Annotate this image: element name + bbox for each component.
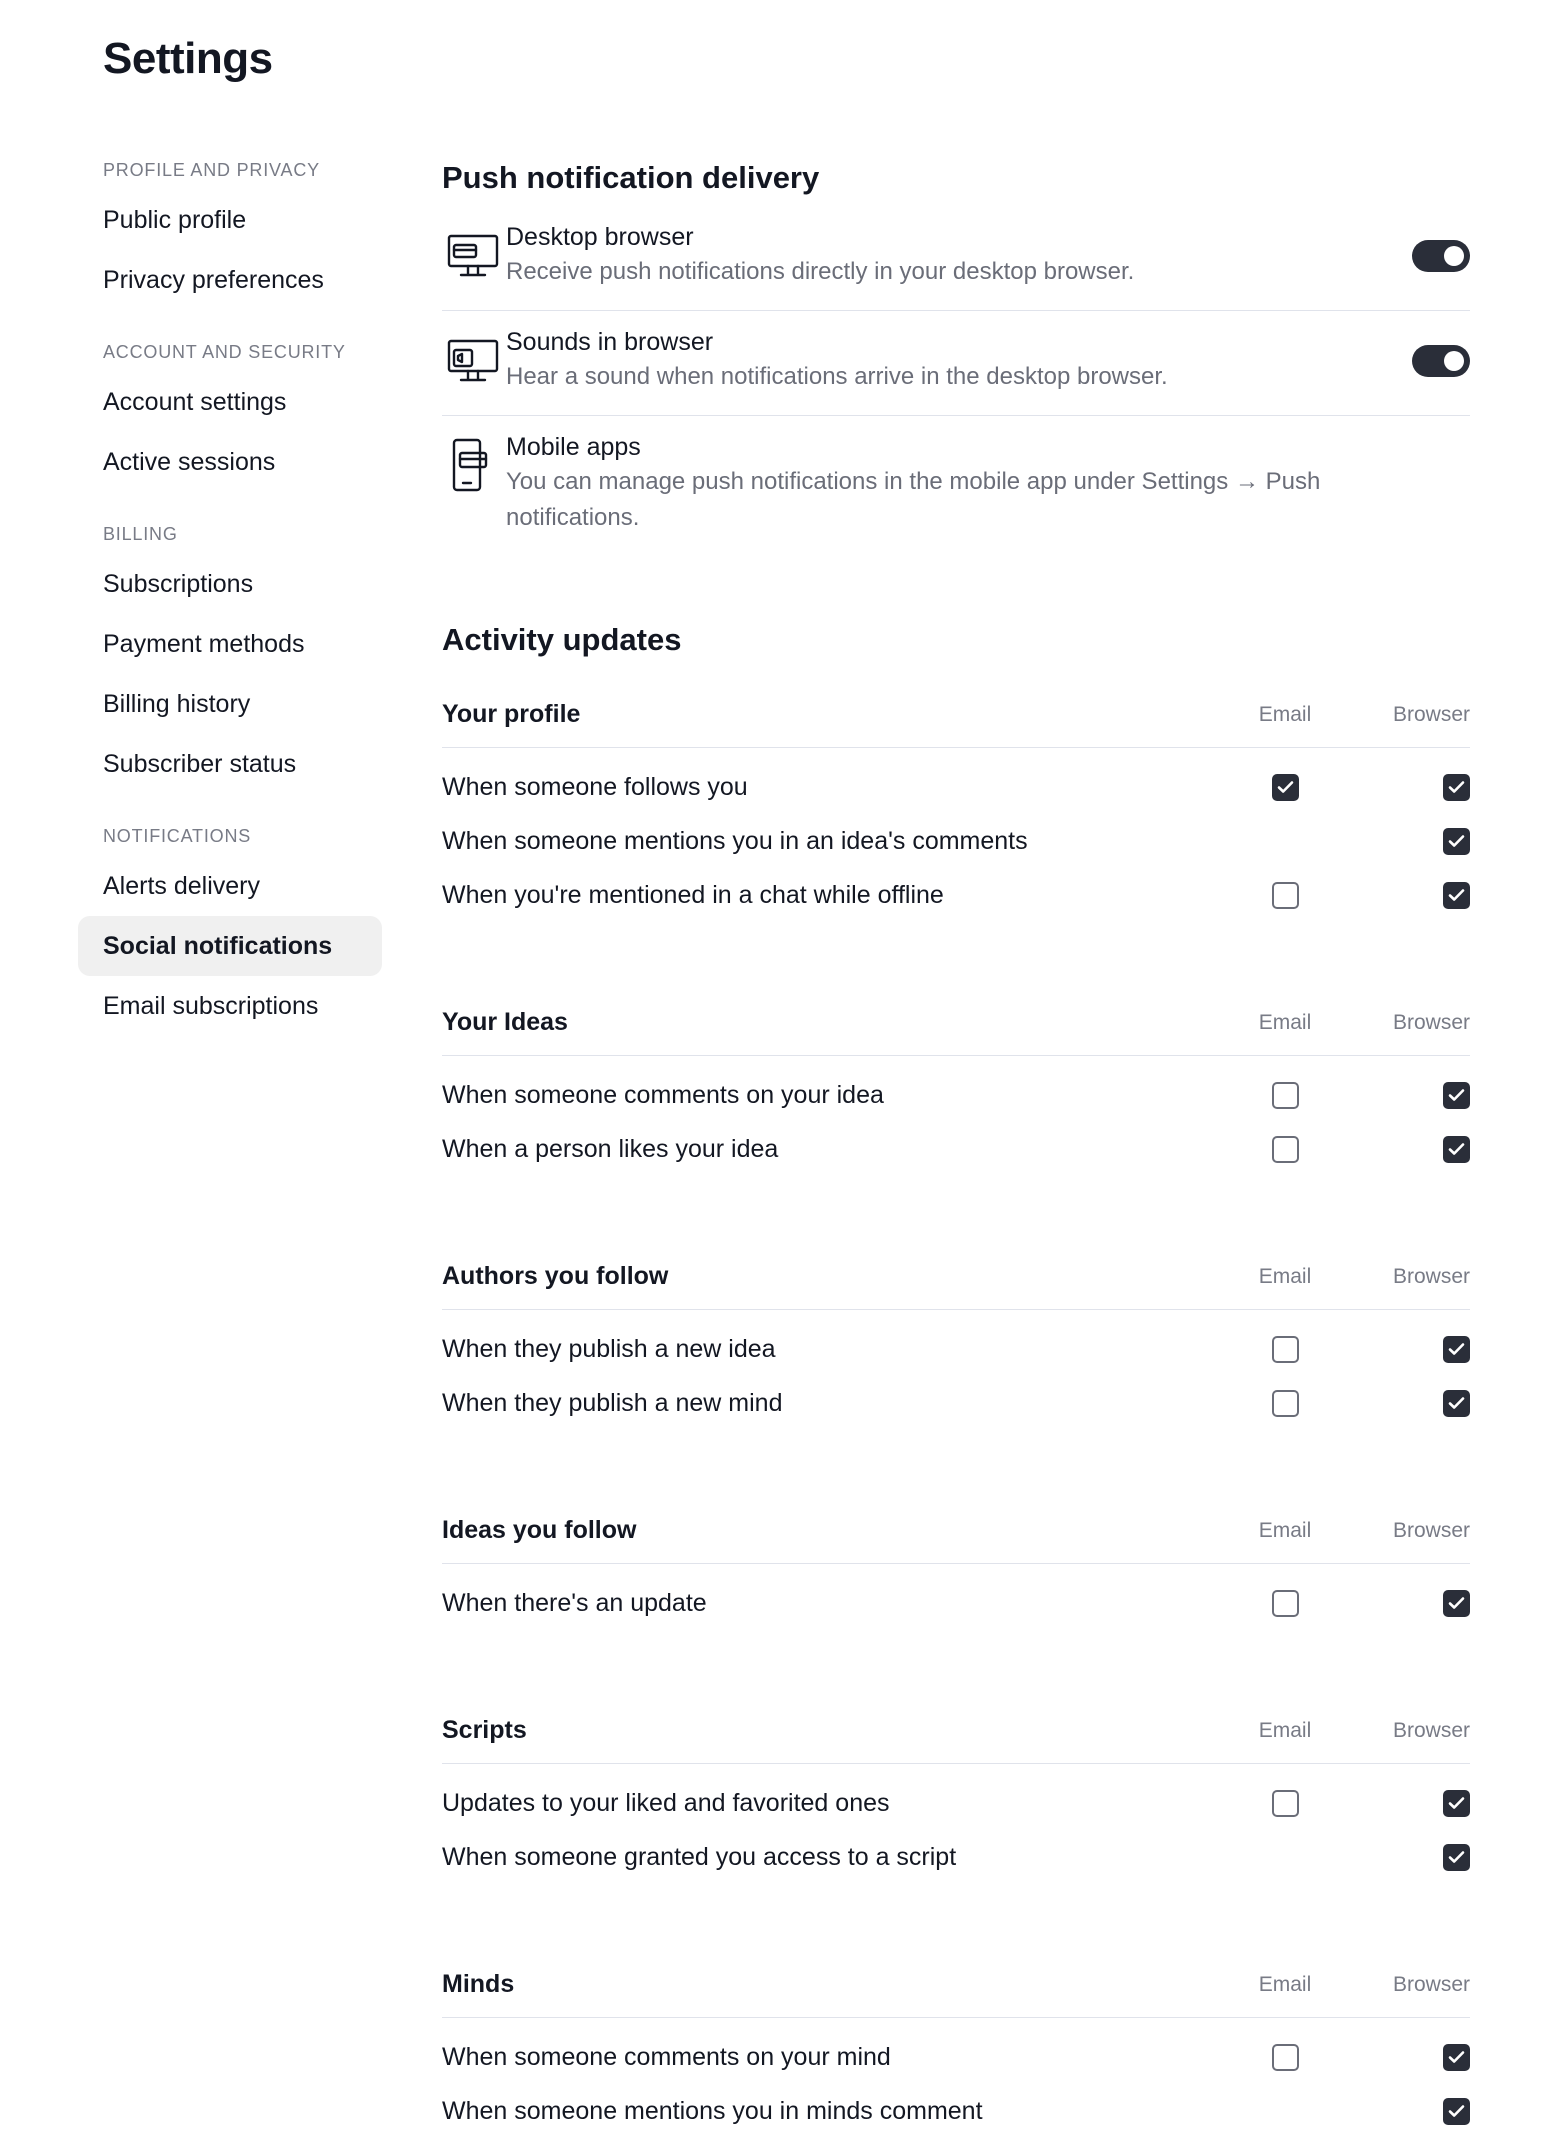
setting-row [442, 1068, 1470, 1122]
email-cell [1236, 2044, 1334, 2071]
email-cell [1236, 882, 1334, 909]
sidebar-heading: NOTIFICATIONS [103, 826, 252, 846]
push-description: Hear a sound when notifications arrive in the desktop browser. [506, 363, 1168, 390]
setting-label: When you're mentioned in a chat while offline [442, 880, 944, 909]
group-name: Ideas you follow [442, 1516, 637, 1544]
push-text [506, 430, 1470, 536]
browser-checkbox[interactable] [1443, 1844, 1470, 1871]
empty-cell [1272, 2098, 1299, 2125]
browser-cell [1382, 1136, 1470, 1163]
email-cell [1236, 1590, 1334, 1617]
push-title: Desktop browser [506, 223, 694, 251]
email-checkbox[interactable] [1272, 1390, 1299, 1417]
setting-row [442, 1122, 1470, 1176]
sounds-in-browser-toggle[interactable] [1412, 345, 1470, 377]
browser-checkbox[interactable] [1443, 1336, 1470, 1363]
setting-label: When someone granted you access to a script [442, 1842, 957, 1871]
browser-column-label: Browser [1392, 1972, 1470, 1996]
browser-checkbox[interactable] [1443, 774, 1470, 801]
push-title: Sounds in browser [506, 328, 714, 356]
group-name: Scripts [442, 1716, 527, 1744]
setting-row [442, 2030, 1470, 2084]
empty-cell [1272, 1844, 1299, 1871]
activity-group-your-profile [442, 682, 1470, 922]
setting-row [442, 1322, 1470, 1376]
group-header [442, 682, 1470, 748]
push-row-mobile-apps [442, 416, 1470, 556]
setting-row [442, 2084, 1470, 2138]
group-name: Authors you follow [442, 1262, 669, 1290]
email-checkbox[interactable] [1272, 1336, 1299, 1363]
setting-label: When someone mentions you in minds comment [442, 2096, 983, 2125]
browser-checkbox[interactable] [1443, 828, 1470, 855]
setting-row [442, 868, 1470, 922]
checkmark-icon [1448, 2050, 1465, 2064]
browser-cell [1382, 1336, 1470, 1363]
push-description: You can manage push notifications in the mobile app under Settings → Push notifications. [506, 468, 1321, 531]
sidebar-item-payment-methods[interactable]: Payment methods [103, 630, 305, 658]
push-text [506, 325, 1470, 395]
setting-label: Updates to your liked and favorited ones [442, 1788, 890, 1817]
checkmark-icon [1448, 1088, 1465, 1102]
checkmark-icon [1448, 888, 1465, 902]
email-column-label: Email [1258, 702, 1312, 726]
email-cell [1236, 828, 1334, 855]
setting-row [442, 760, 1470, 814]
setting-row [442, 1576, 1470, 1630]
checkmark-icon [1448, 834, 1465, 848]
sidebar-heading: BILLING [103, 524, 178, 544]
email-column-label: Email [1258, 1010, 1312, 1034]
sidebar-group-notifications [78, 816, 382, 1036]
browser-column-label: Browser [1392, 1010, 1470, 1034]
desktop-browser-toggle[interactable] [1412, 240, 1470, 272]
sidebar-item-privacy-preferences[interactable]: Privacy preferences [103, 266, 324, 294]
browser-cell [1382, 2044, 1470, 2071]
setting-label: When a person likes your idea [442, 1134, 779, 1163]
push-delivery-section [442, 150, 1470, 556]
desktop-sound-icon [442, 329, 506, 393]
checkmark-icon [1277, 780, 1294, 794]
group-name: Your profile [442, 700, 581, 728]
sidebar-item-billing-history[interactable]: Billing history [103, 690, 251, 718]
setting-row [442, 1830, 1470, 1884]
setting-label: When they publish a new idea [442, 1334, 776, 1363]
checkmark-icon [1448, 780, 1465, 794]
sidebar-heading: PROFILE AND PRIVACY [103, 160, 320, 180]
sidebar-nav [78, 150, 382, 1058]
checkmark-icon [1448, 1796, 1465, 1810]
email-cell [1236, 1336, 1334, 1363]
browser-column-label: Browser [1392, 702, 1470, 726]
sidebar-group-account-and-security [78, 332, 382, 492]
sidebar-item-social-notifications[interactable]: Social notifications [78, 916, 382, 976]
email-column-label: Email [1258, 1264, 1312, 1288]
desktop-browser-icon [442, 224, 506, 288]
setting-label: When there's an update [442, 1588, 707, 1617]
setting-label: When someone comments on your idea [442, 1080, 884, 1109]
browser-cell [1382, 882, 1470, 909]
email-checkbox[interactable] [1272, 1790, 1299, 1817]
email-checkbox[interactable] [1272, 1136, 1299, 1163]
sidebar-item-subscriptions[interactable]: Subscriptions [103, 570, 254, 598]
sidebar-heading: ACCOUNT AND SECURITY [103, 342, 346, 362]
email-cell [1236, 1790, 1334, 1817]
group-header [442, 1952, 1470, 2018]
sidebar-item-public-profile[interactable]: Public profile [103, 206, 247, 234]
browser-checkbox[interactable] [1443, 1390, 1470, 1417]
group-name: Minds [442, 1970, 515, 1998]
checkmark-icon [1448, 1142, 1465, 1156]
email-cell [1236, 1844, 1334, 1871]
email-column-label: Email [1258, 1972, 1312, 1996]
group-header [442, 1698, 1470, 1764]
checkmark-icon [1448, 1850, 1465, 1864]
browser-checkbox[interactable] [1443, 1790, 1470, 1817]
activity-group-minds [442, 1952, 1470, 2138]
browser-cell [1382, 2098, 1470, 2125]
sidebar-item-email-subscriptions[interactable]: Email subscriptions [103, 992, 319, 1020]
sidebar-group-profile-and-privacy [78, 150, 382, 310]
browser-checkbox[interactable] [1443, 2098, 1470, 2125]
email-cell [1236, 774, 1334, 801]
browser-column-label: Browser [1392, 1518, 1470, 1542]
toggle-knob [1444, 246, 1464, 266]
push-row-sounds-in-browser [442, 311, 1470, 416]
checkmark-icon [1448, 1596, 1465, 1610]
browser-cell [1382, 1590, 1470, 1617]
email-cell [1236, 2098, 1334, 2125]
setting-label: When someone mentions you in an idea's comments [442, 826, 1028, 855]
browser-checkbox[interactable] [1443, 2044, 1470, 2071]
sidebar-item-subscriber-status[interactable]: Subscriber status [103, 750, 297, 778]
email-checkbox[interactable] [1272, 1082, 1299, 1109]
sidebar-item-active-sessions[interactable]: Active sessions [103, 448, 276, 476]
group-header [442, 1244, 1470, 1310]
browser-checkbox[interactable] [1443, 1082, 1470, 1109]
group-header [442, 990, 1470, 1056]
email-checkbox[interactable] [1272, 2044, 1299, 2071]
sidebar-item-alerts-delivery[interactable]: Alerts delivery [103, 872, 260, 900]
browser-cell [1382, 828, 1470, 855]
activity-group-scripts [442, 1698, 1470, 1884]
empty-cell [1272, 828, 1299, 855]
activity-groups [442, 682, 1470, 2138]
push-row-desktop-browser [442, 206, 1470, 311]
push-rows [442, 206, 1470, 556]
email-cell [1236, 1082, 1334, 1109]
main-content [442, 150, 1470, 2138]
browser-column-label: Browser [1392, 1264, 1470, 1288]
push-description: Receive push notifications directly in your desktop browser. [506, 258, 1135, 285]
setting-label: When they publish a new mind [442, 1388, 783, 1417]
push-title: Mobile apps [506, 433, 641, 461]
sidebar-group-billing [78, 514, 382, 794]
sidebar-item-account-settings[interactable]: Account settings [103, 388, 287, 416]
activity-group-ideas-you-follow [442, 1498, 1470, 1630]
email-checkbox[interactable] [1272, 1590, 1299, 1617]
email-cell [1236, 1390, 1334, 1417]
group-header [442, 1498, 1470, 1564]
browser-cell [1382, 1844, 1470, 1871]
browser-cell [1382, 1082, 1470, 1109]
browser-cell [1382, 1790, 1470, 1817]
checkmark-icon [1448, 1342, 1465, 1356]
browser-checkbox[interactable] [1443, 1136, 1470, 1163]
toggle-knob [1444, 351, 1464, 371]
mobile-app-icon [442, 434, 506, 498]
browser-column-label: Browser [1392, 1718, 1470, 1742]
activity-group-authors-you-follow [442, 1244, 1470, 1430]
activity-section-title: Activity updates [442, 622, 682, 657]
group-name: Your Ideas [442, 1008, 568, 1036]
browser-checkbox[interactable] [1443, 1590, 1470, 1617]
setting-row [442, 814, 1470, 868]
browser-cell [1382, 774, 1470, 801]
setting-label: When someone follows you [442, 772, 748, 801]
email-checkbox[interactable] [1272, 774, 1299, 801]
setting-row [442, 1376, 1470, 1430]
activity-section [442, 612, 1470, 2138]
setting-label: When someone comments on your mind [442, 2042, 891, 2071]
setting-row [442, 1776, 1470, 1830]
activity-group-your-ideas [442, 990, 1470, 1176]
email-column-label: Email [1258, 1718, 1312, 1742]
checkmark-icon [1448, 2104, 1465, 2118]
email-column-label: Email [1258, 1518, 1312, 1542]
checkmark-icon [1448, 1396, 1465, 1410]
push-section-title: Push notification delivery [442, 160, 820, 195]
email-cell [1236, 1136, 1334, 1163]
browser-cell [1382, 1390, 1470, 1417]
page-title: Settings [103, 34, 273, 83]
email-checkbox[interactable] [1272, 882, 1299, 909]
push-text [506, 220, 1470, 290]
browser-checkbox[interactable] [1443, 882, 1470, 909]
